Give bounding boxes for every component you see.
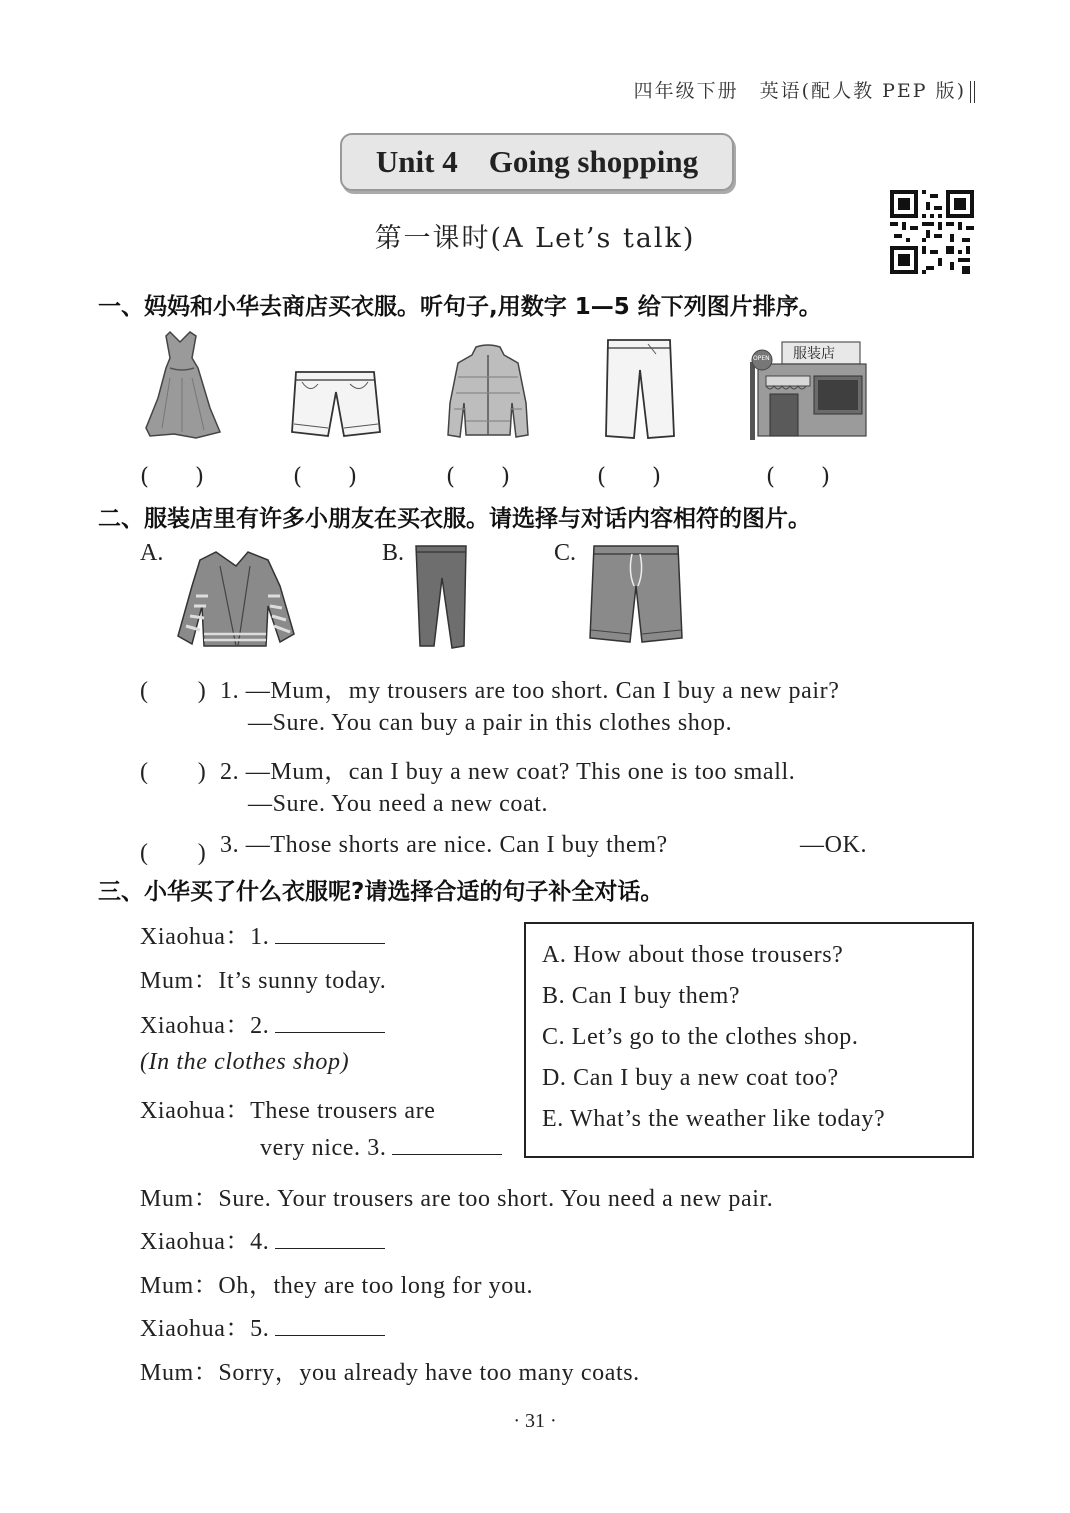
- qr-code-icon[interactable]: [890, 190, 974, 274]
- shop-open-sign: OPEN: [753, 355, 770, 362]
- answer-blank-3[interactable]: [392, 1134, 502, 1155]
- header-bar-icon: [970, 81, 975, 103]
- q3-line-2: —OK.: [800, 832, 868, 858]
- option-d: D. Can I buy a new coat too?: [542, 1065, 839, 1091]
- q3-bracket[interactable]: ( ): [140, 840, 207, 866]
- trousers-icon: [600, 336, 678, 442]
- dialogue-line-9: Mum：Oh，they are too long for you.: [140, 1273, 534, 1299]
- header-text: 四年级下册 英语(配人教 PEP 版): [633, 80, 966, 102]
- answer-blank-4[interactable]: [275, 1228, 385, 1249]
- q2-bracket[interactable]: ( ): [140, 759, 207, 785]
- answer-bracket-5[interactable]: ( ): [766, 464, 830, 490]
- q2-line-1: 2. —Mum，can I buy a new coat? This one is too small.: [220, 759, 796, 785]
- dialogue-line-10-text: Xiaohua：5.: [140, 1316, 270, 1342]
- option-a: A. How about those trousers?: [542, 942, 844, 968]
- answer-blank-2[interactable]: [275, 1012, 385, 1033]
- dress-icon: [140, 328, 224, 440]
- dialogue-line-3-text: Xiaohua：2.: [140, 1013, 270, 1039]
- option-e: E. What’s the weather like today?: [542, 1106, 886, 1132]
- answer-blank-5[interactable]: [275, 1315, 385, 1336]
- dialogue-line-6: [260, 1134, 502, 1162]
- knee-shorts-icon: [588, 542, 684, 646]
- dialogue-scene-note: (In the clothes shop): [140, 1049, 350, 1075]
- dialogue-line-2: Mum：It’s sunny today.: [140, 968, 387, 994]
- q1-bracket[interactable]: ( ): [140, 678, 207, 704]
- lesson-title: 第一课时(A Let’s talk): [374, 223, 696, 254]
- dialogue-line-1: [140, 916, 385, 951]
- jacket-icon: [446, 343, 530, 439]
- option-b: B. Can I buy them?: [542, 983, 741, 1009]
- cardigan-icon: [176, 546, 298, 650]
- long-trousers-icon: [412, 542, 470, 652]
- dialogue-line-5: Xiaohua：These trousers are: [140, 1098, 436, 1124]
- option-c: C. Let’s go to the clothes shop.: [542, 1024, 859, 1050]
- option-b-label: B.: [382, 540, 405, 566]
- shop-sign: 服装店: [793, 346, 835, 362]
- section-3-title: 三、小华买了什么衣服呢?请选择合适的句子补全对话。: [98, 879, 664, 905]
- answer-bracket-4[interactable]: ( ): [597, 464, 661, 490]
- dialogue-line-11: Mum：Sorry，you already have too many coats.: [140, 1360, 640, 1386]
- shorts-icon: [288, 368, 382, 440]
- q1-line-1: 1. —Mum，my trousers are too short. Can I buy a new pair?: [220, 678, 840, 704]
- section-2-title: 二、服装店里有许多小朋友在买衣服。请选择与对话内容相符的图片。: [98, 506, 811, 532]
- q2-line-2: —Sure. You need a new coat.: [248, 791, 549, 817]
- q3-line-1: 3. —Those shorts are nice. Can I buy them?: [220, 832, 668, 858]
- dialogue-line-10: [140, 1308, 385, 1343]
- page-header: [634, 76, 975, 103]
- q1-line-2: —Sure. You can buy a pair in this clothes shop.: [248, 710, 733, 736]
- page-number: · 31 ·: [513, 1410, 557, 1432]
- answer-bracket-1[interactable]: ( ): [140, 464, 204, 490]
- dialogue-line-1-text: Xiaohua：1.: [140, 924, 270, 950]
- answer-bracket-3[interactable]: ( ): [446, 464, 510, 490]
- section-1-title: 一、妈妈和小华去商店买衣服。听句子,用数字 1—5 给下列图片排序。: [98, 294, 822, 320]
- clothes-shop-picture: [750, 340, 870, 440]
- dialogue-line-3: [140, 1005, 385, 1040]
- unit-title-banner: Unit 4 Going shopping: [340, 133, 734, 191]
- dialogue-line-7: Mum：Sure. Your trousers are too short. You need a new pair.: [140, 1186, 774, 1212]
- answer-blank-1[interactable]: [275, 923, 385, 944]
- options-box: [524, 922, 974, 1158]
- dialogue-line-8-text: Xiaohua：4.: [140, 1229, 270, 1255]
- answer-bracket-2[interactable]: ( ): [293, 464, 357, 490]
- option-c-label: C.: [554, 540, 577, 566]
- option-a-label: A.: [140, 540, 164, 566]
- dialogue-line-8: [140, 1221, 385, 1256]
- dialogue-line-6-text: very nice. 3.: [260, 1135, 387, 1161]
